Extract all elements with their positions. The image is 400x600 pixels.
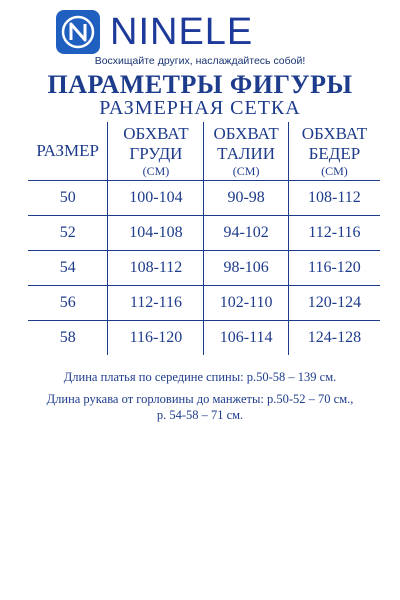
column-header-unit: (СМ) <box>142 164 170 178</box>
table-cell-waist: 102-110 <box>204 286 288 321</box>
table-cell-hips: 124-128 <box>288 321 380 356</box>
sleeve-length-note: Длина рукава от горловины до манжеты: р.50-52 – 70 см., <box>46 392 354 406</box>
table-cell-chest: 112-116 <box>108 286 204 321</box>
column-header-label: ОБХВАТ <box>123 124 189 143</box>
table-cell-chest: 104-108 <box>108 216 204 251</box>
table-cell-waist: 106-114 <box>204 321 288 356</box>
table-cell-size: 52 <box>28 216 108 251</box>
table-cell-waist: 94-102 <box>204 216 288 251</box>
table-row <box>28 251 380 286</box>
sleeve-length-note-continued: р. 54-58 – 71 см. <box>156 408 244 422</box>
table-cell-chest: 116-120 <box>108 321 204 356</box>
table-cell-waist: 98-106 <box>204 251 288 286</box>
size-chart-table <box>28 122 380 355</box>
table-cell-size: 56 <box>28 286 108 321</box>
column-header-size <box>28 122 108 181</box>
column-header-waist <box>204 122 288 181</box>
table-row <box>28 321 380 356</box>
column-header-label: ОБХВАТ <box>213 124 279 143</box>
brand-name: NINELE <box>110 11 254 53</box>
ninele-logo-icon <box>56 10 100 54</box>
column-header-chest <box>108 122 204 181</box>
column-header-label: ТАЛИИ <box>217 144 276 163</box>
column-header-unit: (СМ) <box>321 164 348 178</box>
column-header-label: РАЗМЕР <box>36 141 100 160</box>
brand-slogan: Восхищайте других, наслаждайтесь собой! <box>94 55 306 67</box>
table-cell-hips: 108-112 <box>288 181 380 216</box>
column-header-hips <box>288 122 380 181</box>
table-row <box>28 181 380 216</box>
column-header-label: ОБХВАТ <box>301 124 368 143</box>
column-header-label: ГРУДИ <box>129 144 183 163</box>
table-cell-hips: 116-120 <box>288 251 380 286</box>
table-cell-size: 54 <box>28 251 108 286</box>
column-header-label: БЕДЕР <box>308 144 361 163</box>
table-row <box>28 286 380 321</box>
dress-length-note: Длина платья по середине спины: р.50-58 – 139 см. <box>63 370 337 384</box>
page-subtitle: РАЗМЕРНАЯ СЕТКА <box>99 97 301 119</box>
brand-logo <box>56 10 253 54</box>
table-cell-hips: 112-116 <box>288 216 380 251</box>
table-cell-size: 58 <box>59 329 76 346</box>
table-cell-size: 50 <box>28 181 108 216</box>
table-cell-chest: 108-112 <box>108 251 204 286</box>
table-cell-waist: 90-98 <box>204 181 288 216</box>
table-cell-hips: 120-124 <box>288 286 380 321</box>
column-header-unit: (СМ) <box>232 164 260 178</box>
table-row <box>28 216 380 251</box>
table-cell-chest: 100-104 <box>108 181 204 216</box>
table-header-row <box>28 122 380 181</box>
page-title: ПАРАМЕТРЫ ФИГУРЫ <box>47 70 353 99</box>
